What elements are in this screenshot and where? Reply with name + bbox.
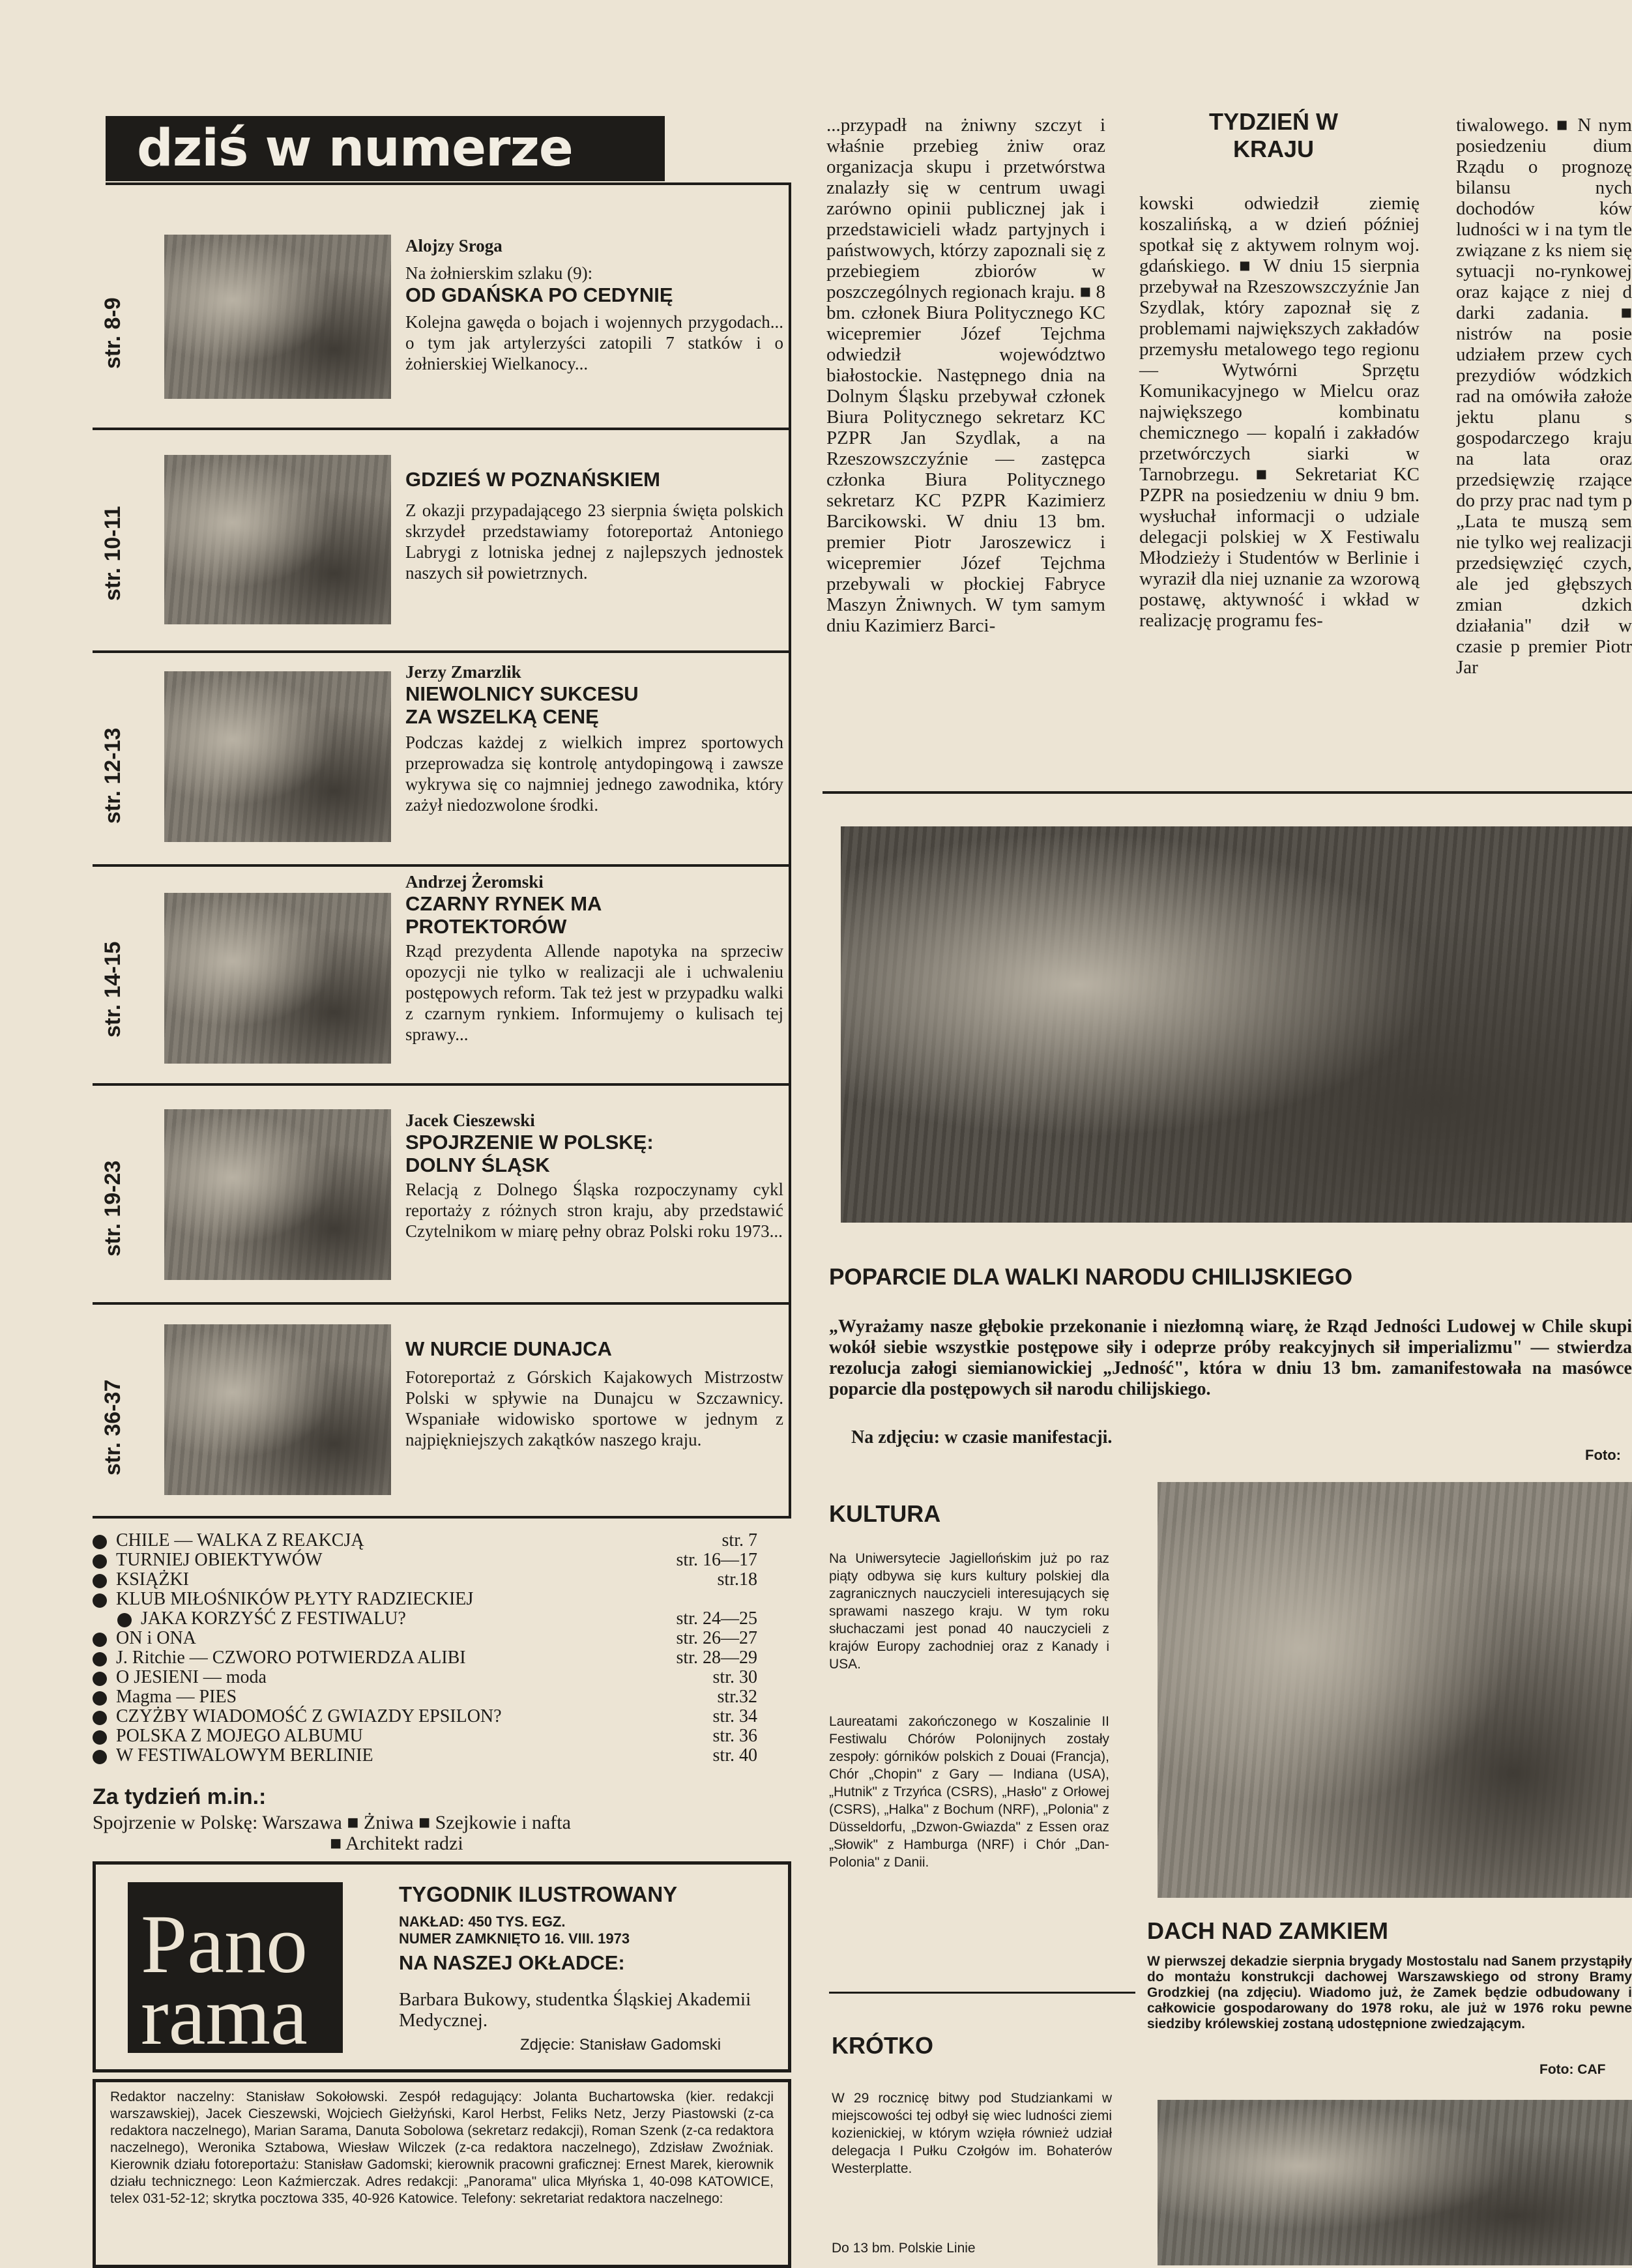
toc-entry[interactable] [93, 430, 789, 652]
toc-entry[interactable] [93, 185, 789, 426]
chile-caption: Na zdjęciu: w czasie manifestacji. [851, 1427, 1113, 1447]
logo-text: Panorama [141, 1898, 308, 2062]
toc-entry-author: Alojzy Sroga [405, 236, 503, 255]
toc-entry-title: OD GDAŃSKA PO CEDYNIĘ [405, 284, 673, 306]
chile-heading: POPARCIE DLA WALKI NARODU CHILIJSKIEGO [829, 1264, 1353, 1290]
toc-entry-kicker: Na żołnierskim szlaku (9): [405, 263, 593, 283]
tydzien-text: kowski odwiedził ziemię koszalińską, a w dzień później spotkał się z aktywem rolnym woj. gdańskiego. ■ W dniu 15 sierpnia przebywał na Rzeszowszczyźnie Jan Szydlak, który zapoznał się z problemami największych zakładów przemysłu metalowego tego regionu — Wytwórni Sprzętu Komunikacyjnego w Mielcu oraz największego kombinatu chemicznego — kopalń i zakładów przetwórczych siarki w Tarnobrzegu. ■ Sekretariat KC PZPR na posiedzeniu w dniu 9 bm. wysłuchał informacji o udziale delegacji polskiej w X Festiwalu Młodzieży i Studentów w Berlinie i wyraził dla niej uznanie za wzorową postawę, aktywność i wkład w realizację programu fes- [1139, 193, 1420, 631]
cover-heading: NA NASZEJ OKŁADCE: [399, 1951, 625, 1974]
list-item[interactable]: TURNIEJ OBIEKTYWÓW str. 16—17 [93, 1551, 757, 1569]
monument-photo [1158, 2100, 1632, 2265]
editorial-box [93, 2079, 791, 2268]
kultura-p2: Laureatami zakończonego w Koszalinie II Festiwalu Chórów Polonijnych zostały zespoły: górników polskich z Douai (Francja), Chór „Chopin" z Gary — Indiana (USA), „Hutnik" z Trzyńca (CSRS), „Hasło" z Orłowej (CSRS), „Halka" z Bochum (NRF), „Polonia" z Düsseldorfu, „Dzwon-Gwiazda" z Essen oraz „Słowik" z Hamburga (NRF) i Chór „Dan-Polonia" z Danii. [829, 1714, 1109, 1870]
list-item[interactable]: KLUB MIŁOŚNIKÓW PŁYTY RADZIECKIEJ [93, 1590, 757, 1608]
toc-entry-body: Kolejna gawęda o bojach i wojennych przygodach... o tym jak artylerzyści zatopili 7 statków i o żołnierskiej Wielkanocy... [405, 312, 783, 373]
toc-entry[interactable] [93, 867, 789, 1084]
toc-entry-photo [164, 1324, 391, 1495]
toc-header-title: dziś w numerze [137, 119, 573, 178]
toc-entry-photo [164, 893, 391, 1064]
toc-entry-body: Relacją z Dolnego Śląska rozpoczynamy cykl reportaży z różnych stron kraju, aby przedstawić Czytelnikom w miarę pełny obraz Polski roku 1973... [405, 1180, 783, 1241]
toc-entry-body: Z okazji przypadającego 23 sierpnia święta polskich skrzydeł przedstawiamy fotoreportaż Antoniego Labrygi z lotniska jednej z najlepszych jednostek naszych sił powietrznych. [405, 501, 783, 583]
krotko-heading: KRÓTKO [832, 2032, 933, 2059]
toc-entry-pages: str. 12-13 [100, 727, 125, 824]
toc-entry-pages: str. 36-37 [100, 1379, 125, 1476]
masthead-closed: NUMER ZAMKNIĘTO 16. VIII. 1973 [399, 1930, 630, 1947]
toc-entry-author: Jacek Cieszewski [405, 1111, 535, 1130]
list-item[interactable]: O JESIENI — moda str. 30 [93, 1668, 757, 1687]
toc-entry-author: Andrzej Żeromski [405, 872, 544, 892]
toc-entry-photo [164, 671, 391, 842]
toc-entry-pages: str. 14-15 [100, 941, 125, 1038]
toc-entry-body: Podczas każdej z wielkich imprez sportowych przeprowadza się kontrolę antydopingową i zawsze wykrywa się co najmniej jednego zawodnika, który zażył niedozwolone środki. [405, 733, 783, 815]
toc-entry-photo [164, 1109, 391, 1280]
news-column-left: ...przypadł na żniwny szczyt i właśnie przebieg żniw oraz organizacja skupu i przetwórstwa znalazły się w centrum uwagi zarówno opinii publicznej jak i przedstawicieli władz partyjnych i państwowych, którzy zapoznali się z przebiegiem zbiorów w poszczególnych regionach kraju. ■ 8 bm. członek Biura Politycznego KC wicepremier Józef Tejchma odwiedził województwo białostockie. Następnego dnia na Dolnym Śląsku przebywał członek Biura Politycznego sekretarz KC PZPR Jan Szydlak, a na Rzeszowszczyźnie — zastępca członka Biura Politycznego sekretarz KC PZPR Kazimierz Barcikowski. W dniu 13 bm. premier Piotr Jaroszewicz i wicepremier Józef Tejchma przebywali w płockiej Fabryce Maszyn Żniwnych. W tym samym dniu Kazimierz Barci- [826, 115, 1105, 636]
toc-header [106, 116, 665, 181]
cover-text: Barbara Bukowy, studentka Śląskiej Akademii Medycznej. [399, 1989, 751, 2031]
castle-photo [1158, 1482, 1632, 1898]
news-column-right: tiwalowego. ■ N nym posiedzeniu dium Rządu o prognozę bilansu nych dochodów ków ludności w i na tym tle związane z ks niem się sytuacji no-rynkowej oraz kające z niej d darki zadania. ■ nistrów na posie udziałem przew cych prezydiów wódzkich rad na omówiła założe jektu planu s gospodarczego kraju na lata oraz przedsięwzię rzające do przy prac nad tym p „Lata te muszą sem nie tylko wej realizacji przedsięwzięć czych, ale jed głębszych zmian dzkich działania" dził w czasie p premier Piotr Jar [1456, 115, 1632, 678]
list-item[interactable]: KSIĄŻKI str.18 [93, 1571, 757, 1589]
masthead-subtitle: TYGODNIK ILUSTROWANY [399, 1882, 678, 1906]
toc-entry[interactable] [93, 653, 789, 863]
toc-entry-pages: str. 8-9 [100, 297, 125, 369]
list-item[interactable]: CZYŻBY WIADOMOŚĆ Z GWIAZDY EPSILON? str. 34 [93, 1708, 757, 1726]
toc-entry-title: NIEWOLNICY SUKCESU ZA WSZELKĄ CENĘ [405, 682, 639, 728]
krotko-p1: W 29 rocznicę bitwy pod Studziankami w miejscowości tej odbył się wiec ludności ziemi kozienickiej, w którym wzięła również udział delegacja I Pułku Czołgów im. Bohaterów Westerplatte. [832, 2091, 1112, 2176]
dach-credit: Foto: CAF [1539, 2062, 1606, 2077]
toc-entry-title: GDZIEŚ W POZNAŃSKIEM [405, 468, 660, 491]
next-week-heading: Za tydzień m.in.: [93, 1784, 267, 1809]
toc-entry-pages: str. 19-23 [100, 1160, 125, 1257]
toc-entry-title: W NURCIE DUNAJCA [405, 1337, 612, 1360]
toc-entry-title: CZARNY RYNEK MA PROTEKTORÓW [405, 892, 602, 938]
toc-entry[interactable] [93, 1305, 789, 1513]
list-item[interactable]: J. Ritchie — CZWORO POTWIERDZA ALIBI str. 28—29 [93, 1649, 757, 1667]
top-section-rule [823, 791, 1632, 794]
toc-right-border [789, 182, 791, 1516]
toc-entry[interactable] [93, 1086, 789, 1302]
kultura-krotko-rule [829, 1992, 1135, 1994]
list-item[interactable]: POLSKA Z MOJEGO ALBUMU str. 36 [93, 1727, 757, 1745]
toc-entry-title: SPOJRZENIE W POLSKĘ: DOLNY ŚLĄSK [405, 1131, 654, 1176]
cover-photo-credit: Zdjęcie: Stanisław Gadomski [520, 2036, 721, 2054]
list-item[interactable]: CHILE — WALKA Z REAKCJĄ str. 7 [93, 1532, 757, 1550]
masthead-circulation: NAKŁAD: 450 TYS. EGZ. [399, 1913, 566, 1930]
list-item[interactable]: W FESTIWALOWYM BERLINIE str. 40 [93, 1747, 757, 1765]
list-item[interactable]: ON i ONA str. 26—27 [93, 1629, 757, 1648]
chile-text: „Wyrażamy nasze głębokie przekonanie i niezłomną wiarę, że Rząd Jedności Ludowej w Chile skupi wokół siebie wszystkie postępowe siły i odeprze próby reakcyjnych sił imperializmu" — stwierdza rezolucja załogi siemianowickiej „Jedność", która w dniu 13 bm. zamanifestowała na masówce poparcie dla postępowych sił narodu chilijskiego. [829, 1316, 1632, 1399]
kultura-p1: Na Uniwersytecie Jagiellońskim już po raz piąty odbywa się kurs kultury polskiej dla zagranicznych nauczycieli interesujących się sprawami naszego kraju. W tym roku słuchaczami jest ponad 40 nauczycieli z krajów Europy zachodniej oraz z Kanady i USA. [829, 1551, 1109, 1672]
krotko-p2: Do 13 bm. Polskie Linie [832, 2241, 976, 2256]
logo [128, 1882, 343, 2062]
toc-entry-pages: str. 10-11 [100, 506, 125, 601]
list-item[interactable]: Magma — PIES str.32 [93, 1688, 757, 1706]
next-week-line2: ■ Architekt radzi [330, 1833, 463, 1854]
editorial-text: Redaktor naczelny: Stanisław Sokołowski. Zespół redagujący: Jolanta Buchartowska (kier. redakcji warszawskiej), Jacek Cieszewski, Wojciech Giełżyński, Karol Herbst, Feliks Netz, Jerzy Piastowski (z-ca redaktora naczelnego), Marian Sarama, Danuta Sobolowa (sekretarz redakcji), Roman Szenk (z-ca redaktora naczelnego), Weronika Sztabowa, Wiesław Wilczek (z-ca redaktora naczelnego), Zdzisław Zwoźniak. Kierownik działu fotoreportażu: Stanisław Gadomski; kierownik pracowni graficznej: Ernest Marek, kierownik działu technicznego: Leon Kaźmierczak. Adres redakcji: „Panorama" ulica Młyńska 1, 40-098 KATOWICE, telex 031-52-12; skrytka pocztowa 335, 40-926 Katowice. Telefony: sekretariat redaktora naczelnego: [110, 2089, 774, 2206]
toc-entry-photo [164, 455, 391, 624]
list-item[interactable]: JAKA KORZYŚĆ Z FESTIWALU? str. 24—25 [117, 1610, 757, 1628]
dach-text: W pierwszej dekadzie sierpnia brygady Mostostalu nad Sanem przystąpiły do montażu konstrukcji dachowej Warszawskiego od strony Bramy Grodzkiej (na zdjęciu). Wiadomo już, że Zamek będzie odbudowany i całkowicie gospodarowany do 1978 roku, ale już w 1976 roku pewne siedziby królewskiej zostaną udostępnione zwiedzającym. [1147, 1954, 1632, 2031]
toc-divider [93, 1516, 791, 1519]
tydzien-heading: TYDZIEŃ W KRAJU [1209, 108, 1338, 162]
dach-heading: DACH NAD ZAMKIEM [1147, 1917, 1388, 1944]
chile-photo [841, 826, 1632, 1223]
kultura-heading: KULTURA [829, 1500, 941, 1527]
toc-entry-body: Rząd prezydenta Allende napotyka na sprzeciw opozycji nie tylko w realizacji ale i uchwaleniu postępowych reform. Tak też jest w przypadku walki z czarnym rynkiem. Informujemy o kulisach tej sprawy... [405, 941, 783, 1044]
toc-entry-photo [164, 235, 391, 399]
chile-credit: Foto: [1585, 1447, 1621, 1463]
toc-entry-body: Fotoreportaż z Górskich Kajakowych Mistrzostw Polski w spływie na Dunajcu w Szczawnicy. Wspaniałe widowisko sportowe w jednym z najpiękniejszych zakątków naszego kraju. [405, 1367, 783, 1449]
toc-entry-author: Jerzy Zmarzlik [405, 662, 521, 682]
next-week-line1: Spojrzenie w Polskę: Warszawa ■ Żniwa ■ Szejkowie i nafta [93, 1812, 571, 1833]
